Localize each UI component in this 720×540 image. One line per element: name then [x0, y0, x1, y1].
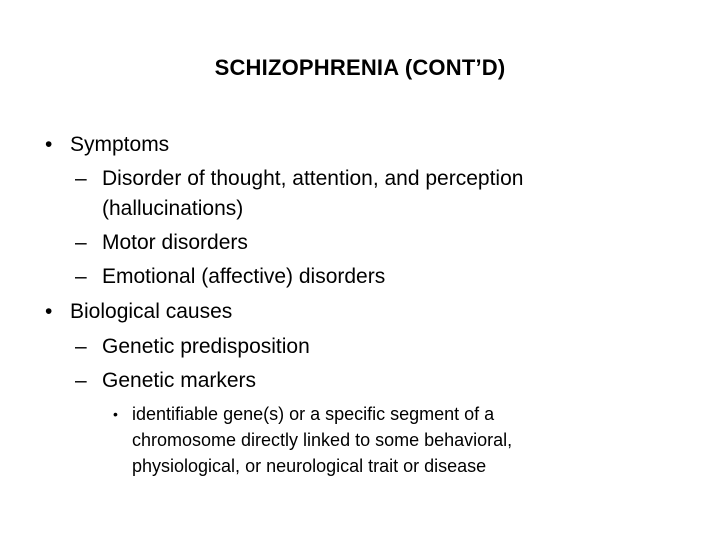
definition-text: identifiable gene(s) or a specific segment of a — [132, 404, 495, 424]
sub-item-text: (hallucinations) — [102, 197, 244, 220]
slide-title: SCHIZOPHRENIA (CONT’D) — [214, 55, 506, 80]
dash-icon: – — [75, 335, 87, 358]
bullet-text: Symptoms — [70, 133, 170, 156]
sub-item-text: Motor disorders — [102, 231, 248, 254]
dash-icon: – — [75, 231, 87, 254]
bullet-icon: • — [113, 406, 118, 422]
sub-item-text: Emotional (affective) disorders — [102, 265, 386, 288]
dash-icon: – — [75, 167, 87, 190]
dash-icon: – — [75, 265, 87, 288]
sub-item-text: Genetic markers — [102, 369, 257, 392]
bullet-text: Biological causes — [70, 300, 233, 323]
sub-item-text: Genetic predisposition — [102, 335, 310, 358]
definition-continuation — [132, 428, 512, 452]
sub-item-continuation — [102, 195, 243, 223]
bullet-icon: • — [45, 300, 53, 323]
definition-text: chromosome directly linked to some behavioral, — [132, 430, 513, 450]
definition-continuation — [132, 454, 486, 478]
bullet-icon: • — [45, 133, 53, 156]
dash-icon: – — [75, 369, 87, 392]
sub-item-text: Disorder of thought, attention, and perception — [102, 167, 524, 190]
definition-text: physiological, or neurological trait or disease — [132, 456, 487, 476]
